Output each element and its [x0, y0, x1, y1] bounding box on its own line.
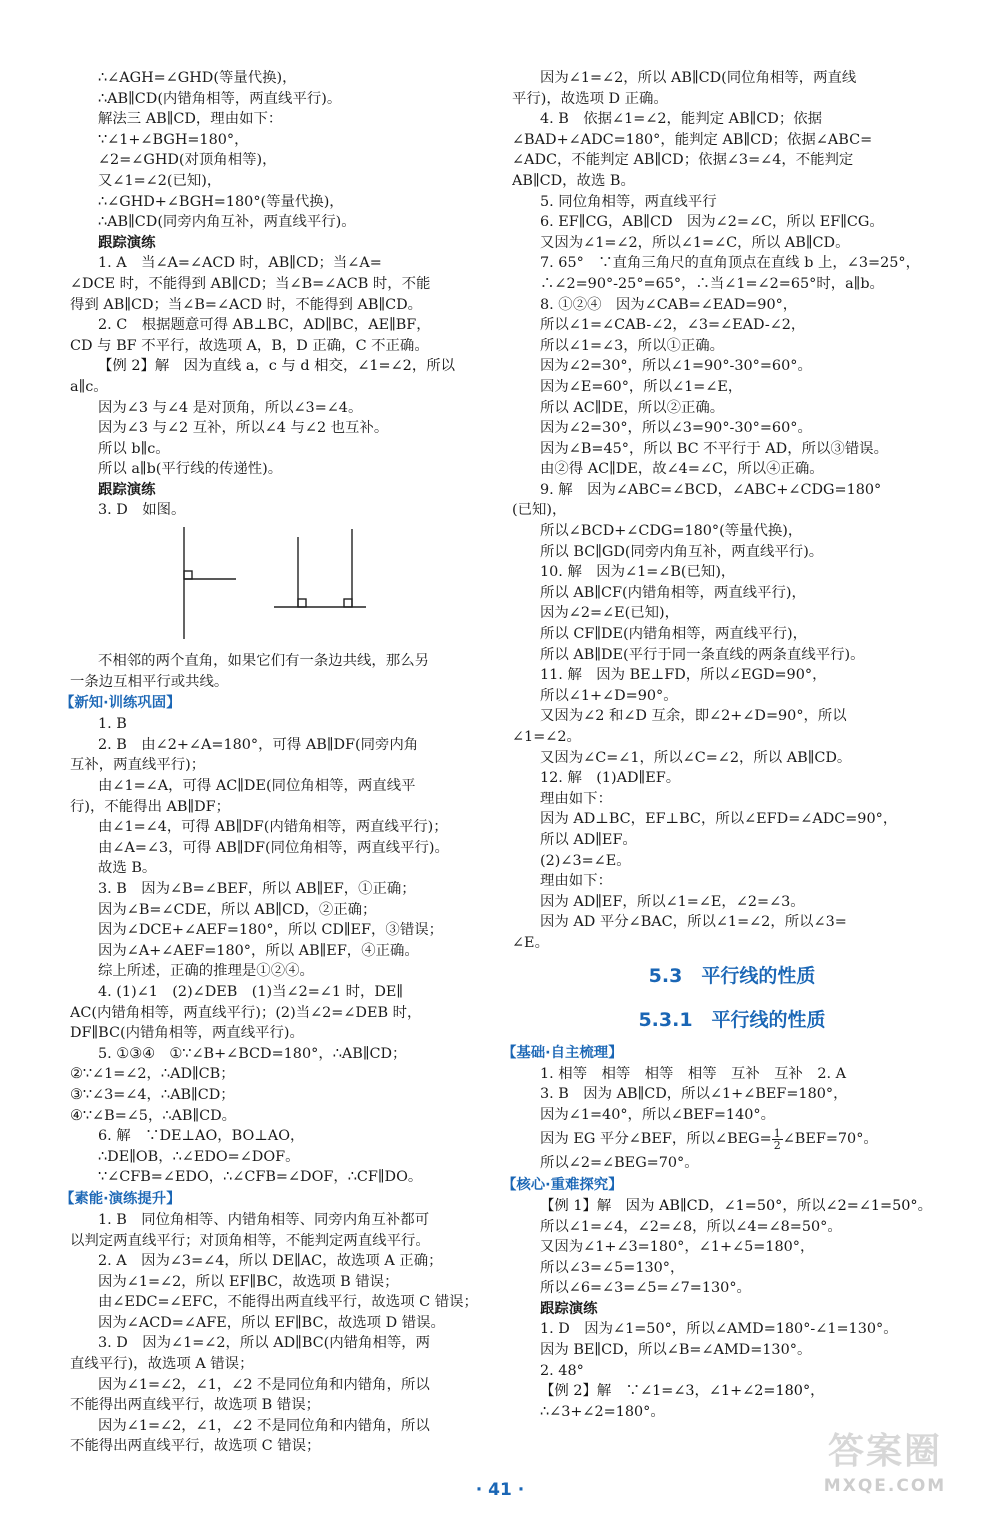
text-line: 3. D 如图。 [98, 502, 186, 519]
text-line: 一条边互相平行或共线。 [70, 673, 229, 690]
text-line: 理由如下： [540, 873, 612, 890]
text-line: 因为 AD 平分∠BAC，所以∠1=∠2，所以∠3= [540, 914, 847, 931]
text-line: 理由如下： [540, 790, 612, 807]
text-line: 9. 解 因为∠ABC=∠BCD，∠ABC+∠CDG=180° [540, 481, 882, 498]
text-line: a∥c。 [70, 378, 108, 395]
subsection-label: 跟踪演练 [540, 1299, 598, 1317]
text-line: 因为∠2=30°，所以∠3=90°-30°=60°。 [540, 420, 812, 437]
text-line: 因为∠2=∠E(已知)， [540, 605, 680, 622]
text-line: 4. (1)∠1 (2)∠DEB (1)当∠2=∠1 时，DE∥ [98, 983, 404, 1000]
text-line: 所以∠1=∠4，∠2=∠8，所以∠4=∠8=50°。 [540, 1218, 842, 1235]
text-line: ∠DCE 时，不能得到 AB∥CD；当∠B=∠ACB 时，不能 [70, 275, 431, 292]
text-line: 因为∠3 与∠4 是对顶角，所以∠3=∠4。 [98, 399, 363, 416]
text-line: 4. B 依据∠1=∠2，能判定 AB∥CD；依据 [540, 111, 823, 128]
text-line: 因为∠B=45°，所以 BC 不平行于 AD，所以③错误。 [540, 440, 888, 457]
text-line: ∴DE∥OB，∴∠EDO=∠DOF。 [98, 1148, 300, 1165]
example-line: 【例 1】解 因为 AB∥CD，∠1=50°，所以∠2=∠1=50°。 [540, 1197, 932, 1214]
text-line: ∴AB∥CD(内错角相等，两直线平行)。 [98, 90, 342, 107]
text-line: 不能得出两直线平行，故选项 B 错误； [70, 1397, 320, 1414]
fraction-before: 因为 EG 平分∠BEF，所以∠BEG= [540, 1131, 772, 1148]
text-line: DF∥BC(内错角相等，两直线平行)。 [70, 1025, 304, 1042]
text-line: 所以 AB∥DE(平行于同一条直线的两条直线平行)。 [540, 646, 865, 663]
text-line: 因为∠A+∠AEF=180°，所以 AB∥EF，④正确。 [98, 942, 419, 959]
text-line: 8. ①②④ 因为∠CAB=∠EAD=90°， [540, 296, 798, 313]
text-line: 所以 a∥b(平行线的传递性)。 [98, 461, 283, 478]
text-line: 所以∠1=∠3，所以①正确。 [540, 337, 725, 354]
text-line: 以判定两直线平行；对顶角相等，不能判定两直线平行。 [70, 1232, 430, 1249]
text-line: 所以 AD∥EF。 [540, 831, 637, 848]
subsection-label: 跟踪演练 [98, 233, 156, 251]
text-line: ∠2=∠GHD(对顶角相等)， [98, 152, 277, 169]
text-line: 2. C 根据题意可得 AB⊥BC，AD∥BC，AE∥BF， [98, 317, 431, 334]
text-line: 所以∠2=∠BEG=70°。 [540, 1155, 699, 1172]
text-line: 5. ①③④ ①∵∠B+∠BCD=180°，∴AB∥CD； [98, 1045, 407, 1062]
text-line: ∴∠2=90°-25°=65°，∴当∠1=∠2=65°时，a∥b。 [540, 275, 884, 292]
text-line: ③∵∠3=∠4，∴AB∥CD； [70, 1086, 235, 1103]
text-line: 2. 48° [540, 1362, 584, 1379]
text-line: 11. 解 因为 BE⊥FD，所以∠EGD=90°， [540, 667, 827, 684]
text-line: 所以∠3=∠5=130°， [540, 1259, 685, 1276]
text-line: ∴∠AGH=∠GHD(等量代换)， [98, 70, 297, 86]
section-label: 【基础·自主梳理】 [502, 1044, 623, 1061]
text-line: 所以∠BCD+∠CDG=180°(等量代换)， [540, 523, 803, 540]
text-line: ∴∠3+∠2=180°。 [540, 1403, 665, 1420]
text-line: 3. D 因为∠1=∠2，所以 AD∥BC(内错角相等，两 [98, 1335, 431, 1352]
section-heading: 5.3 平行线的性质 [648, 964, 816, 987]
text-line: 5. 同位角相等，两直线平行 [540, 193, 717, 210]
text-line: 所以∠1+∠D=90°。 [540, 687, 678, 704]
text-line: 不能得出两直线平行，故选项 C 错误； [70, 1438, 321, 1455]
text-line: CD 与 BF 不平行，故选项 A，B，D 正确，C 不正确。 [70, 337, 429, 354]
text-line: 2. A 因为∠3=∠4，所以 DE∥AC，故选项 A 正确； [98, 1253, 443, 1270]
text-line: 因为 AD⊥BC，EF⊥BC，所以∠EFD=∠ADC=90°， [540, 811, 898, 828]
text-line: 因为∠1=∠2，所以 EF∥BC，故选项 B 错误； [98, 1273, 399, 1290]
text-line: 又因为∠1+∠3=180°，∠1+∠5=180°， [540, 1239, 815, 1256]
text-line: 由②得 AC∥DE，故∠4=∠C，所以④正确。 [540, 461, 824, 478]
text-line: 所以 CF∥DE(内错角相等，两直线平行)， [540, 626, 807, 643]
text-line: 解法三 AB∥CD，理由如下： [98, 111, 283, 128]
text-line: 1. A 当∠A=∠ACD 时，AB∥CD；当∠A= [98, 255, 382, 272]
section-heading: 5.3.1 平行线的性质 [638, 1008, 826, 1031]
text-line: 综上所述，正确的推理是①②④。 [98, 963, 314, 980]
subsection-label: 跟踪演练 [98, 480, 156, 498]
text-line: AB∥CD，故选 B。 [512, 172, 635, 189]
text-line: (2)∠3=∠E。 [540, 852, 631, 869]
watermark-url: MXQE.COM [823, 1476, 947, 1496]
text-line: AC(内错角相等，两直线平行)；(2)当∠2=∠DEB 时， [70, 1004, 422, 1021]
text-line: 因为∠2=30°，所以∠1=90°-30°=60°。 [540, 358, 812, 375]
text-line: ②∵∠1=∠2，∴AD∥CB； [70, 1066, 235, 1083]
text-line: 因为∠1=40°，所以∠BEF=140°。 [540, 1106, 775, 1123]
text-line: 得到 AB∥CD；当∠B=∠ACD 时，不能得到 AB∥CD。 [70, 296, 423, 313]
text-line: 由∠1=∠4，可得 AB∥DF(内错角相等，两直线平行)； [98, 819, 448, 836]
fraction-numerator: 1 [773, 1126, 781, 1140]
text-line: 12. 解 (1)AD∥EF。 [540, 770, 681, 787]
example-line: 【例 2】解 因为直线 a，c 与 d 相交，∠1=∠2，所以 [98, 358, 456, 375]
text-line: 因为 AD∥EF，所以∠1=∠E，∠2=∠3。 [540, 893, 805, 910]
text-line: ∠BAD+∠ADC=180°，能判定 AB∥CD；依据∠ABC= [512, 131, 873, 148]
text-line: 所以 AB∥CF(内错角相等，两直线平行)， [540, 584, 806, 601]
text-line: 由∠EDC=∠EFC，不能得出两直线平行，故选项 C 错误； [98, 1294, 478, 1311]
fraction [772, 1128, 783, 1151]
text-line: 因为 BE∥CD，所以∠B=∠AMD=130°。 [540, 1342, 812, 1359]
text-line: (已知)， [512, 502, 567, 519]
text-line: 2. B 由∠2+∠A=180°，可得 AB∥DF(同旁内角 [98, 736, 419, 753]
text-line: 1. B [98, 716, 127, 733]
text-line: 因为∠B=∠CDE，所以 AB∥CD，②正确； [98, 901, 377, 918]
text-line: ④∵∠B=∠5，∴AB∥CD。 [70, 1107, 237, 1124]
fraction-after: ∠BEF=70°。 [782, 1131, 878, 1148]
text-line: 又∠1=∠2(已知)， [98, 172, 222, 189]
left-column [60, 68, 478, 1457]
text-line: 由∠A=∠3，可得 AB∥DF(同位角相等，两直线平行)。 [98, 839, 449, 856]
text-line: 所以∠6=∠3=∠5=∠7=130°。 [540, 1280, 751, 1297]
text-line: 又因为∠1=∠2，所以∠1=∠C，所以 AB∥CD。 [540, 234, 850, 251]
fraction-line [512, 1125, 952, 1153]
text-line: 因为∠1=∠2，∠1，∠2 不是同位角和内错角，所以 [98, 1376, 430, 1393]
text-line: 3. B 因为∠B=∠BEF，所以 AB∥EF，①正确； [98, 881, 416, 897]
text-line: ∠ADC，不能判定 AB∥CD；依据∠3=∠4，不能判定 [512, 152, 854, 169]
text-line: 因为∠1=∠2，∠1，∠2 不是同位角和内错角，所以 [98, 1417, 430, 1434]
text-line: 因为∠DCE+∠AEF=180°，所以 CD∥EF，③错误； [98, 922, 443, 939]
text-line: 6. 解 ∵DE⊥AO，BO⊥AO， [98, 1128, 305, 1145]
text-line: ∴AB∥CD(同旁内角互补，两直线平行)。 [98, 214, 356, 231]
text-line: ∠1=∠2。 [512, 729, 581, 745]
text-line: 1. B 同位角相等、内错角相等、同旁内角互补都可 [98, 1211, 430, 1228]
watermark-logo [800, 1430, 970, 1510]
section-label: 【核心·重难探究】 [502, 1176, 623, 1193]
example-line: 【例 2】解 ∵∠1=∠3，∠1+∠2=180°， [540, 1383, 825, 1400]
text-line: 不相邻的两个直角，如果它们有一条边共线，那么另 [98, 653, 429, 670]
text-line: 由∠1=∠A，可得 AC∥DE(同位角相等，两直线平 [98, 778, 416, 795]
right-angle-figure [70, 525, 478, 641]
text-line: ∠E。 [512, 934, 549, 951]
text-line: 直线平行)，故选项 A 错误； [70, 1356, 254, 1373]
text-line: 所以 BC∥GD(同旁内角互补，两直线平行)。 [540, 543, 824, 560]
text-line: 互补，两直线平行)； [70, 757, 206, 774]
section-label: 【新知·训练巩固】 [60, 695, 181, 712]
text-line: 因为∠3 与∠2 互补，所以∠4 与∠2 也互补。 [98, 420, 389, 437]
right-column [502, 68, 952, 1422]
fraction-denominator: 2 [773, 1138, 781, 1152]
text-line: 10. 解 因为∠1=∠B(已知)， [540, 564, 736, 581]
section-label: 【素能·演练提升】 [60, 1190, 181, 1207]
text-line: 所以 AC∥DE，所以②正确。 [540, 399, 725, 416]
text-line: 故选 B。 [98, 860, 157, 877]
text-line: ∵∠CFB=∠EDO，∴∠CFB=∠DOF，∴CF∥DO。 [98, 1169, 423, 1186]
text-line: 因为∠E=60°，所以∠1=∠E， [540, 378, 743, 395]
text-line: 因为∠ACD=∠AFE，所以 EF∥BC，故选项 D 错误。 [98, 1314, 445, 1331]
text-line: 1. D 因为∠1=50°，所以∠AMD=180°-∠1=130°。 [540, 1321, 898, 1338]
page-number: · 41 · [475, 1480, 525, 1500]
watermark-text: 答案圈 [827, 1431, 942, 1472]
text-line: ∵∠1+∠BGH=180°， [98, 131, 249, 148]
text-line: 又因为∠2 和∠D 互余，即∠2+∠D=90°，所以 [540, 708, 847, 725]
text-line: 又因为∠C=∠1，所以∠C=∠2，所以 AB∥CD。 [540, 749, 852, 766]
text-line: 所以∠1=∠CAB-∠2，∠3=∠EAD-∠2， [540, 317, 806, 334]
text-line: 3. B 因为 AB∥CD，所以∠1+∠BEF=180°， [540, 1086, 848, 1103]
text-line: 1. 相等 相等 相等 相等 互补 互补 2. A [540, 1065, 847, 1082]
text-line: 7. 65° ∵直角三角尺的直角顶点在直线 b 上，∠3=25°， [540, 255, 920, 272]
text-line: ∴∠GHD+∠BGH=180°(等量代换)， [98, 193, 344, 210]
text-line: 6. EF∥CG，AB∥CD 因为∠2=∠C，所以 EF∥CG。 [540, 214, 884, 231]
text-line: 平行)，故选项 D 正确。 [512, 90, 668, 107]
text-line: 所以 b∥c。 [98, 440, 170, 457]
text-line: 因为∠1=∠2，所以 AB∥CD(同位角相等，两直线 [540, 70, 857, 86]
text-line: 行)，不能得出 AB∥DF； [70, 798, 231, 815]
